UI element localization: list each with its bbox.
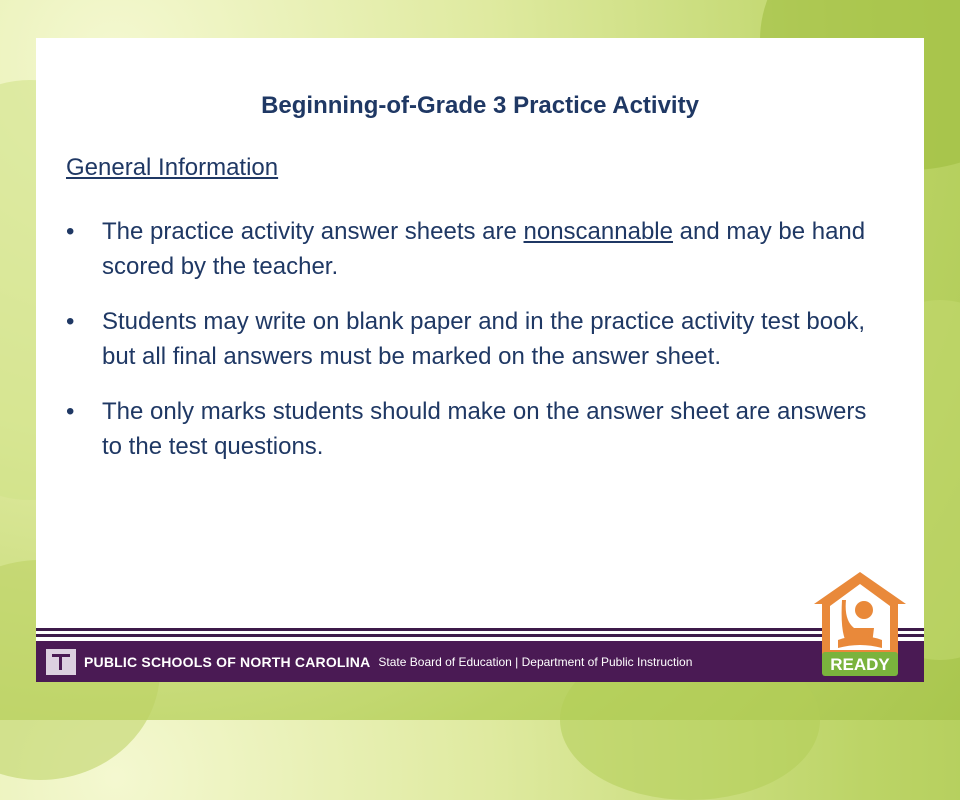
bullet-icon: • (66, 218, 75, 245)
bullet-item (66, 214, 886, 284)
footer-org-name: PUBLIC SCHOOLS OF NORTH CAROLINA (84, 653, 371, 670)
bullet-emphasis: nonscannable (523, 218, 673, 245)
footer-bar (36, 641, 924, 682)
bullet-text: The practice activity answer sheets are (102, 218, 524, 245)
slide-title: Beginning-of-Grade 3 Practice Activity (261, 92, 699, 119)
footer-department: State Board of Education | Department of Public Instruction (378, 654, 693, 669)
bullet-text: The only marks students should make on the answer sheet are answers to the test questions. (102, 398, 867, 460)
logo-head-shape (855, 601, 873, 619)
section-heading: General Information (66, 154, 279, 181)
bullet-text: and may be hand scored by the teacher. (102, 218, 866, 280)
logo-label: READY (830, 655, 890, 674)
bullet-item (66, 394, 886, 464)
bullet-icon: • (66, 398, 75, 425)
slide-panel (36, 38, 924, 682)
bullet-list (66, 214, 886, 484)
nc-seal-icon (46, 649, 76, 675)
bullet-item (66, 304, 886, 374)
bullet-icon: • (66, 308, 75, 335)
footer-rule (36, 628, 924, 631)
bullet-text: Students may write on blank paper and in the practice activity test book, but all final answers must be marked on the answer sheet. (102, 308, 866, 370)
ready-logo-icon (812, 570, 908, 680)
footer-rule (36, 634, 924, 637)
